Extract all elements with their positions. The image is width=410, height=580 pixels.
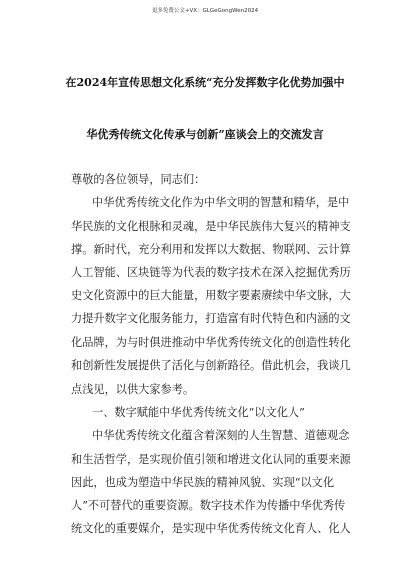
document-title-line-1: 在2024年宣传思想文化系统“充分发挥数字化优势加强中 — [65, 76, 345, 89]
paragraph-line: 撑。新时代，充分利用和发挥以大数据、物联网、云计算 — [71, 243, 351, 256]
paragraph-line: 和生活哲学，是实现价值引领和增进文化认同的重要来源 — [71, 453, 351, 466]
section-heading: 一、数字赋能中华优秀传统文化“以文化人” — [92, 406, 305, 419]
paragraph-line: 统文化的重要媒介，是实现中华优秀传统文化育人、化人 — [71, 522, 351, 535]
paragraph-line: 因此，也成为塑造中华民族的精神风貌、实现“以文化 — [71, 476, 335, 489]
paragraph-line: 人”不可替代的重要资源。数字技术作为传播中华优秀传 — [71, 499, 346, 512]
paragraph-line: 点浅见，以供大家参考。 — [71, 383, 195, 396]
paragraph-line: 化品牌，为与时俱进推动中华优秀传统文化的创造性转化 — [71, 336, 351, 349]
paragraph-line: 史文化资源中的巨大能量，用数字要素赓续中华文脉，大 — [71, 289, 351, 302]
paragraph-line: 华民族的文化根脉和灵魂，是中华民族伟大复兴的精神支 — [71, 220, 351, 233]
document-title-line-2: 华优秀传统文化传承与创新”座谈会上的交流发言 — [86, 128, 324, 141]
paragraph-line: 人工智能、区块链等为代表的数字技术在深入挖掘优秀历 — [71, 266, 351, 279]
paragraph-line: 和创新性发展提供了活化与创新路径。借此机会，我谈几 — [71, 359, 351, 372]
paragraph-line: 中华优秀传统文化蕴含着深刻的人生智慧、道德观念 — [92, 429, 350, 442]
watermark-header: 更多免费公文+VX：GLGeGongWen2024 — [151, 8, 259, 14]
paragraph-line: 中华优秀传统文化作为中华文明的智慧和精华，是中 — [92, 196, 350, 209]
salutation: 尊敬的各位领导，同志们： — [71, 173, 206, 186]
paragraph-line: 力提升数字文化服务能力，打造富有时代特色和内涵的文 — [71, 312, 351, 325]
